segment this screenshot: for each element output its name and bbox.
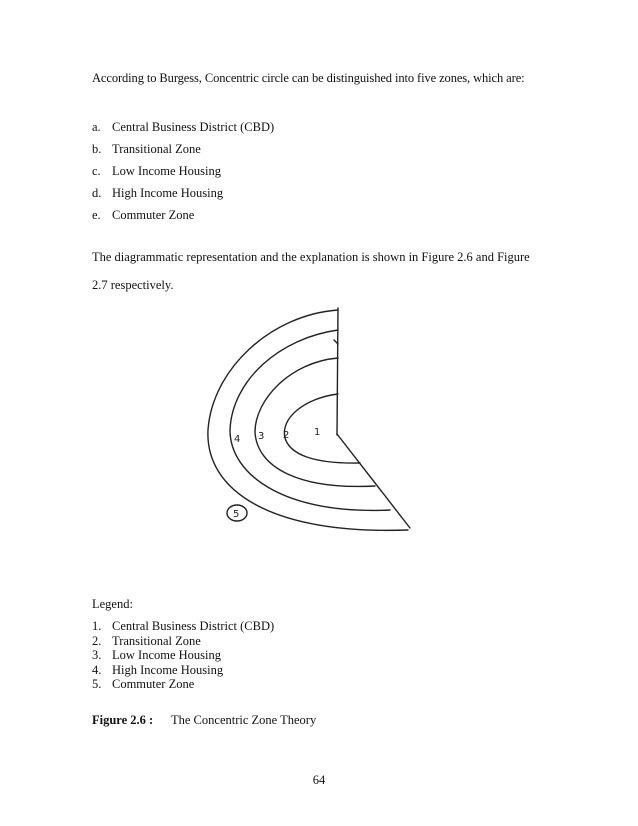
zone-3-boundary (230, 330, 390, 510)
caption-text: The Concentric Zone Theory (171, 713, 317, 727)
legend-title: Legend: (92, 597, 133, 611)
list-item (92, 185, 274, 207)
list-marker: b. (92, 142, 102, 156)
legend-text: Central Business District (CBD) (112, 619, 275, 633)
list-marker: d. (92, 186, 102, 200)
legend-marker: 4. (92, 662, 102, 677)
list-marker: a. (92, 120, 101, 134)
caption-label: Figure 2.6 : (92, 713, 154, 727)
legend-item (92, 648, 274, 663)
zone-2-boundary (255, 358, 375, 486)
zone-label-4: 4 (234, 434, 241, 445)
list-text: Transitional Zone (112, 142, 201, 156)
list-item (92, 207, 274, 229)
legend-marker: 5. (92, 677, 102, 692)
zone-4-boundary (208, 310, 408, 530)
legend-marker: 2. (92, 633, 102, 648)
list-marker: e. (92, 208, 101, 222)
diagram-paragraph: The diagrammatic representation and the explanation is shown in Figure 2.6 and Figure 2.7 respectively. (92, 250, 530, 292)
zone-label-5: 5 (233, 509, 240, 520)
list-text: Low Income Housing (112, 164, 222, 178)
legend-marker: 1. (92, 619, 102, 633)
legend-item (92, 677, 274, 692)
zones-list (92, 119, 274, 229)
legend-text: High Income Housing (112, 662, 224, 677)
diagram-diagonal (337, 434, 410, 528)
legend-marker: 3. (92, 648, 102, 663)
list-text: Commuter Zone (112, 208, 195, 222)
list-item (92, 141, 274, 163)
concentric-zone-diagram (200, 300, 430, 580)
legend-text: Commuter Zone (112, 677, 195, 692)
list-marker: c. (92, 164, 101, 178)
zone-label-3: 3 (258, 431, 265, 442)
legend-text: Transitional Zone (112, 633, 201, 648)
list-text: High Income Housing (112, 186, 224, 200)
list-item (92, 163, 274, 185)
zone-label-2: 2 (283, 430, 290, 441)
list-text: Central Business District (CBD) (112, 120, 275, 134)
legend-item (92, 619, 274, 634)
zone-1-boundary (284, 394, 360, 463)
figure-caption (92, 713, 316, 728)
legend-item (92, 663, 274, 678)
list-item (92, 119, 274, 141)
legend-list (92, 619, 274, 692)
page-number: 64 (312, 773, 326, 787)
zone-label-1: 1 (314, 427, 321, 438)
legend-text: Low Income Housing (112, 648, 222, 663)
intro-paragraph: According to Burgess, Concentric circle can be distinguished into five zones, which are: (92, 71, 525, 85)
diagram-spine (337, 308, 338, 435)
legend-item (92, 634, 274, 649)
